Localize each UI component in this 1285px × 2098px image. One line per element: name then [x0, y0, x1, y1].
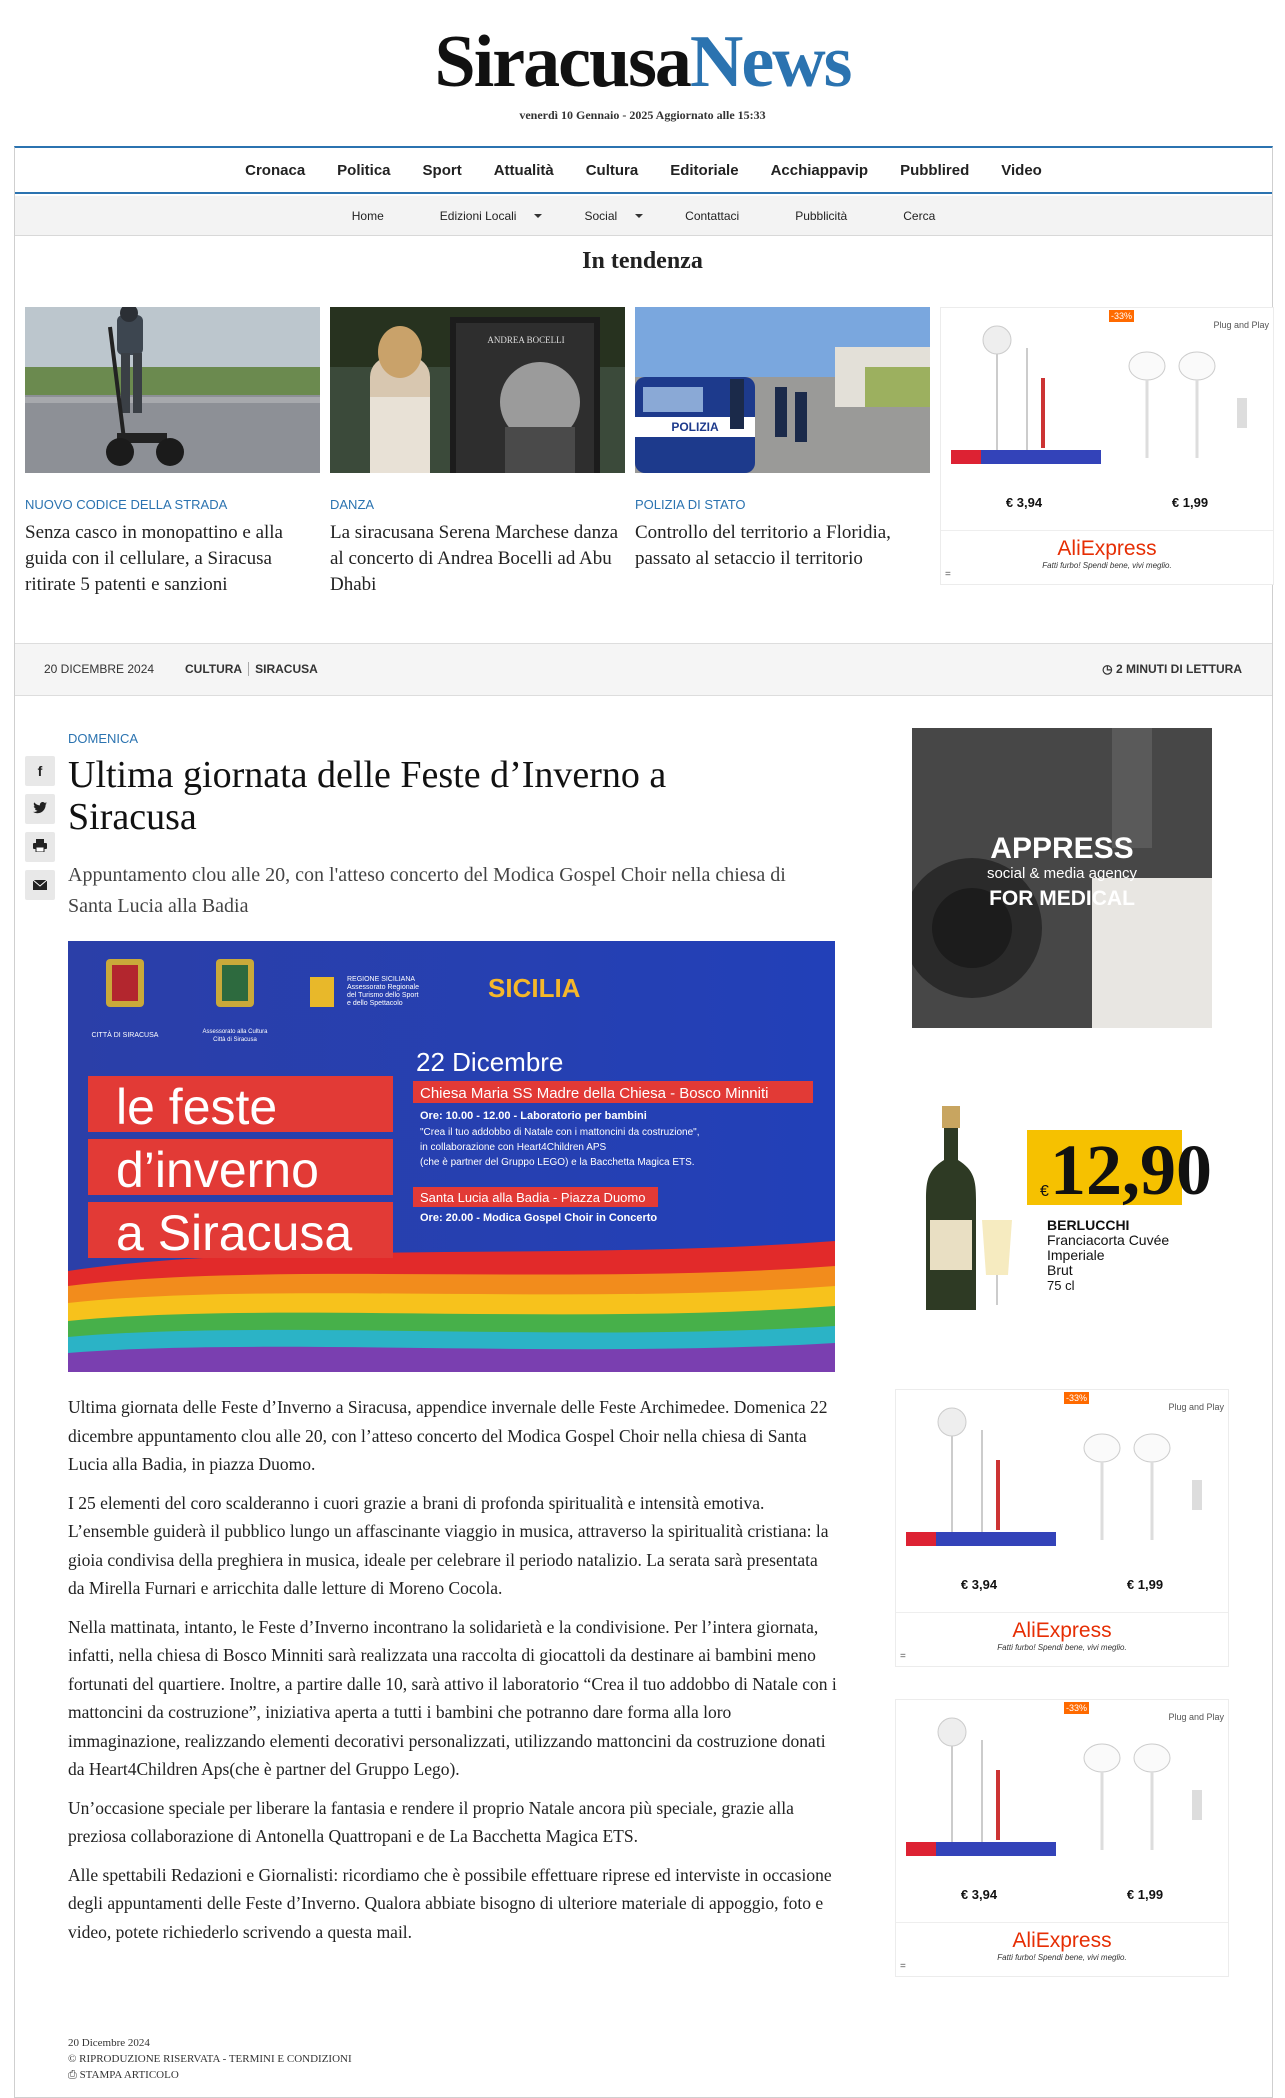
ad-plug-label: Plug and Play	[1168, 1712, 1224, 1722]
aliexpress-banner[interactable]	[896, 1612, 1228, 1666]
subnav-edizioni-locali[interactable]	[412, 209, 557, 223]
appress-title: APPRESS	[990, 832, 1134, 865]
hero-logo-assessorato: Assessorato alla Cultura Città di Siracusa	[202, 1029, 268, 1043]
trending-image-police[interactable]	[635, 307, 930, 473]
aliexpress-banner[interactable]	[896, 1922, 1228, 1976]
nav-editoriale[interactable]: Editoriale	[670, 161, 739, 179]
subnav-cerca[interactable]	[875, 209, 963, 223]
aliexpress-logo: AliExpress	[1012, 1929, 1112, 1952]
article-body	[68, 1393, 838, 1956]
ad-product-right[interactable]	[1062, 1700, 1228, 1910]
appress-subtitle: social & media agency	[986, 865, 1138, 882]
berlucchi-currency: €	[1040, 1183, 1049, 1200]
aliexpress-tagline: Fatti furbo! Spendi bene, vivi meglio.	[1042, 561, 1172, 570]
ad-product-right[interactable]	[1107, 308, 1273, 518]
article-subtitle: Appuntamento clou alle 20, con l'atteso concerto del Modica Gospel Choir nella chiesa di Santa Lucia alla Badia	[68, 864, 786, 917]
share-facebook-button[interactable]	[25, 756, 55, 786]
sub-nav	[15, 196, 1272, 236]
hero-event1-place: Chiesa Maria SS Madre della Chiesa - Bosco Minniti	[420, 1085, 769, 1102]
hero-event2-place: Santa Lucia alla Badia - Piazza Duomo	[420, 1190, 646, 1205]
ad-plug-label: Plug and Play	[1168, 1402, 1224, 1412]
twitter-icon	[33, 801, 47, 817]
meta-cat-siracusa[interactable]: SIRACUSA	[255, 662, 318, 676]
trending-image-scooter[interactable]	[25, 307, 320, 473]
chevron-down-icon	[635, 214, 643, 218]
footer-date: 20 Dicembre 2024	[68, 2037, 150, 2049]
hero-title-2: d’inverno	[116, 1142, 319, 1198]
article-footer	[68, 2035, 352, 2083]
meta-cat-cultura[interactable]: CULTURA	[185, 662, 243, 676]
trending-image-bocelli[interactable]	[330, 307, 625, 473]
envelope-icon	[33, 877, 47, 893]
clock-icon: ◷	[1102, 662, 1113, 676]
article-paragraph: I 25 elementi del coro scalderanno i cuori grazie a brani di profonda spiritualità e intensità emotiva. L’ensemble guiderà il pubblico lungo un affascinante viaggio in musica, attraverso la spiritualità cristiana: la gioia condivisa della preghiera in musica, ideale per celebrare il periodo natalizio. La serata sarà presentata da Mirella Furnari e arricchita dalle letture di Moreno Cocola.	[68, 1492, 829, 1598]
trending-category[interactable]: DANZA	[330, 497, 375, 512]
meta-categories	[185, 662, 318, 676]
article-paragraph: Ultima giornata delle Feste d’Inverno a Siracusa, appendice invernale delle Feste Archimedee. Domenica 22 dicembre appuntamento clou alle 20, con l’atteso concerto del Modica Gospel Choir nella chiesa di Santa Lucia alla Badia, in piazza Duomo.	[68, 1397, 828, 1474]
nav-video[interactable]: Video	[1001, 161, 1042, 179]
printer-icon	[33, 839, 47, 855]
appress-tagline: FOR MEDICAL	[989, 887, 1135, 910]
main-nav	[15, 148, 1272, 194]
article-category[interactable]: DOMENICA	[68, 731, 139, 746]
ad-product-left[interactable]	[941, 308, 1107, 518]
nav-attualita[interactable]: Attualità	[493, 161, 554, 179]
subnav-social-label: Social	[584, 208, 618, 223]
footer-rights[interactable]: © RIPRODUZIONE RISERVATA - TERMINI E CONDIZIONI	[68, 2053, 352, 2065]
share-twitter-button[interactable]	[25, 794, 55, 824]
aliexpress-tagline: Fatti furbo! Spendi bene, vivi meglio.	[997, 1643, 1127, 1652]
ad-product-left[interactable]	[896, 1700, 1062, 1910]
hero-event2-time: Ore: 20.00 - Modica Gospel Choir in Concerto	[420, 1212, 658, 1224]
meta-reading-time	[1102, 662, 1242, 676]
nav-cultura[interactable]: Cultura	[585, 161, 639, 179]
site-logo[interactable]	[0, 22, 1285, 102]
berlucchi-line3: Brut	[1047, 1262, 1073, 1278]
hero-event1-desc1: "Crea il tuo addobbo di Natale con i mattoncini da costruzione",	[420, 1127, 700, 1138]
hero-logo-regione: REGIONE SICILIANA Assessorato Regionale del Turismo dello Sport e dello Spettacolo	[347, 976, 419, 1007]
subnav-home[interactable]	[324, 209, 412, 223]
hero-date: 22 Dicembre	[416, 1047, 564, 1077]
ad-price-left: € 3,94	[960, 1577, 998, 1592]
hero-event1-time: Ore: 10.00 - 12.00 - Laboratorio per bambini	[420, 1110, 647, 1122]
berlucchi-line1: Franciacorta Cuvée	[1047, 1232, 1170, 1248]
aliexpress-logo: AliExpress	[1012, 1619, 1112, 1642]
logo-news: News	[689, 21, 851, 103]
ad-price-left: € 3,94	[960, 1887, 998, 1902]
polizia-text: POLIZIA	[671, 420, 719, 434]
subnav-pubblicita-label: Pubblicità	[795, 208, 848, 223]
nav-cronaca[interactable]: Cronaca	[245, 161, 306, 179]
article-paragraph: Un’occasione speciale per liberare la fantasia e rendere il proprio Natale ancora più speciale, grazie alla preziosa collaborazione di Antonella Quattropani e de La Bacchetta Magica ETS.	[68, 1797, 794, 1846]
aliexpress-ad[interactable]	[895, 1699, 1229, 1977]
article-hero-image[interactable]	[68, 941, 835, 1372]
footer-print-label: STAMPA ARTICOLO	[79, 2069, 179, 2081]
subnav-social[interactable]	[556, 209, 657, 223]
ad-equals: =	[900, 1961, 906, 1972]
trending-headline[interactable]: Controllo del territorio a Floridia, passato al setaccio il territorio	[635, 522, 891, 569]
article-paragraph: Alle spettabili Redazioni e Giornalisti: ricordiamo che è possibile effettuare riprese ed interviste in occasione degli appuntamenti delle Feste d’Inverno. Qualora abbiate bisogno di ulteriore materiale di appoggio, foto e video, potete richiederlo scrivendo a questa mail.	[68, 1864, 832, 1942]
subnav-contattaci-label: Contattaci	[685, 208, 740, 223]
hero-event1-desc2: in collaborazione con Heart4Children APS	[420, 1142, 607, 1153]
print-button[interactable]	[25, 832, 55, 862]
berlucchi-line4: 75 cl	[1047, 1278, 1075, 1293]
trending-headline[interactable]: La siracusana Serena Marchese danza al concerto di Andrea Bocelli ad Abu Dhabi	[330, 522, 619, 595]
printer-icon: ⎙	[68, 2069, 77, 2081]
ad-product-right[interactable]	[1062, 1390, 1228, 1600]
poster-text: ANDREA BOCELLI	[487, 335, 565, 345]
trending-card[interactable]	[25, 307, 320, 598]
subnav-edizioni-label: Edizioni Locali	[439, 208, 517, 223]
ad-price-left: € 3,94	[1005, 495, 1043, 510]
nav-sport[interactable]: Sport	[422, 161, 462, 179]
ad-price-right: € 1,99	[1126, 1887, 1164, 1902]
nav-politica[interactable]: Politica	[337, 161, 391, 179]
ad-discount-badge: -33%	[1111, 311, 1133, 321]
hero-logo-citta: CITTÀ DI SIRACUSA	[91, 1032, 159, 1039]
trending-headline[interactable]: Senza casco in monopattino e alla guida con il cellulare, a Siracusa ritirate 5 patenti e sanzioni	[25, 522, 283, 595]
article-paragraph: Nella mattinata, intanto, le Feste d’Inverno incontrano la solidarietà e la condivisione. Per l’intera giornata, infatti, nella chiesa di Bosco Minniti sarà realizzata una raccolta di giocattoli da destinare ai bambini meno fortunati del quartiere. Inoltre, a partire dalle 10, sarà attivo il laboratorio “Crea il tuo addobbo di Natale con i mattoncini da costruzione”, iniziativa aperta a tutti i bambini che potranno dare forma alla loro immaginazione, realizzando elementi decorativi personalizzati, utilizzando mattoncini da costruzione donati da Heart4Children Aps(che è partner del Gruppo Lego).	[68, 1616, 837, 1779]
ad-plug-label: Plug and Play	[1213, 320, 1269, 330]
article-meta-bar	[15, 643, 1272, 696]
dateline: venerdì 10 Gennaio - 2025 Aggiornato alle 15:33	[519, 108, 766, 122]
trending-category[interactable]: POLIZIA DI STATO	[635, 497, 746, 512]
aliexpress-tagline: Fatti furbo! Spendi bene, vivi meglio.	[997, 1953, 1127, 1962]
appress-ad[interactable]	[912, 728, 1212, 1028]
aliexpress-ad[interactable]	[940, 307, 1274, 585]
hero-title-1: le feste	[116, 1079, 278, 1135]
ad-equals: =	[900, 1651, 906, 1662]
email-button[interactable]	[25, 870, 55, 900]
berlucchi-brand: BERLUCCHI	[1047, 1217, 1130, 1233]
trending-card[interactable]	[330, 307, 625, 598]
hero-event1-desc3: (che è partner del Gruppo LEGO) e la Bacchetta Magica ETS.	[420, 1157, 695, 1168]
meta-read-label: 2 MINUTI DI LETTURA	[1116, 662, 1242, 676]
ad-discount-badge: -33%	[1066, 1393, 1088, 1403]
ad-discount-badge: -33%	[1066, 1703, 1088, 1713]
chevron-down-icon	[534, 214, 542, 218]
hero-title-3: a Siracusa	[116, 1205, 353, 1261]
subnav-home-label: Home	[351, 208, 384, 223]
berlucchi-line2: Imperiale	[1047, 1247, 1105, 1263]
hero-logo-sicilia: SICILIA	[488, 973, 581, 1003]
article-title: Ultima giornata delle Feste d’Inverno a Siracusa	[68, 754, 667, 838]
meta-date: 20 DICEMBRE 2024	[44, 662, 155, 676]
ad-equals: =	[945, 569, 951, 580]
subnav-pubblicita[interactable]	[767, 209, 875, 223]
footer-print[interactable]	[68, 2067, 352, 2083]
ad-product-left[interactable]	[896, 1390, 1062, 1600]
subnav-cerca-label: Cerca	[903, 208, 936, 223]
aliexpress-logo: AliExpress	[1057, 537, 1157, 560]
facebook-icon: f	[37, 763, 43, 779]
nav-acchiappavip[interactable]: Acchiappavip	[770, 161, 869, 179]
trending-title: In tendenza	[582, 248, 703, 274]
logo-siracusa: Siracusa	[434, 21, 690, 103]
trending-card[interactable]	[635, 307, 930, 572]
ad-price-right: € 1,99	[1126, 1577, 1164, 1592]
berlucchi-price: 12,90	[1050, 1130, 1212, 1210]
aliexpress-banner[interactable]	[941, 530, 1273, 584]
subnav-contattaci[interactable]	[657, 209, 767, 223]
berlucchi-ad[interactable]	[912, 1100, 1212, 1320]
nav-pubblired[interactable]: Pubblired	[900, 161, 970, 179]
aliexpress-ad[interactable]	[895, 1389, 1229, 1667]
trending-category[interactable]: NUOVO CODICE DELLA STRADA	[25, 497, 228, 512]
ad-price-right: € 1,99	[1171, 495, 1209, 510]
